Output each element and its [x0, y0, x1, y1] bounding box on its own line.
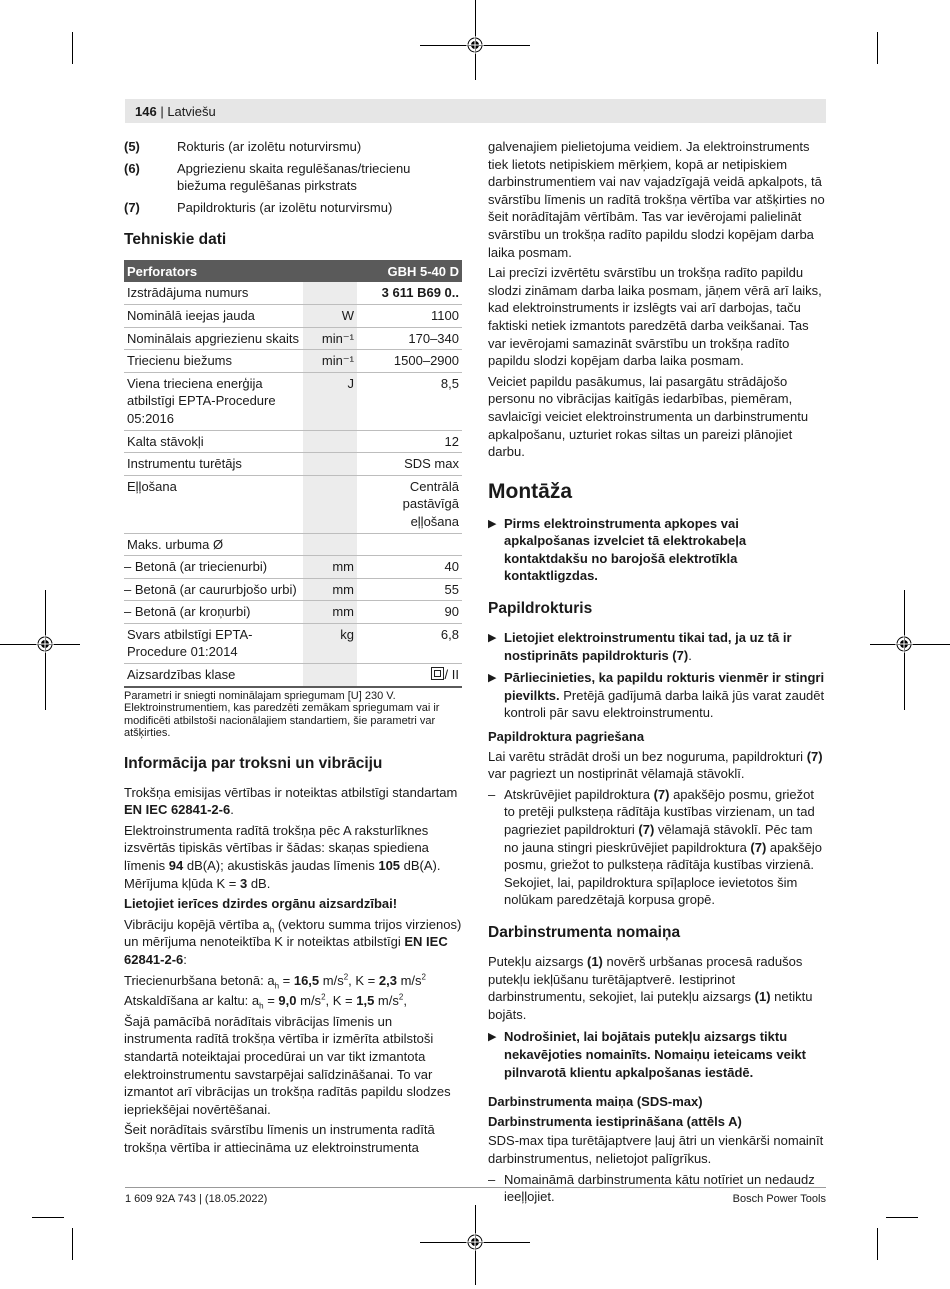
table-row — [124, 475, 462, 533]
paragraph — [124, 916, 462, 969]
right-column — [488, 138, 827, 1207]
paragraph — [488, 748, 827, 783]
text: apakšējo posmu, griežot to pretēji pulksteņa rādītāja kustības virzienam, un tad pagrieziet papildrokturi — [504, 786, 815, 837]
noise-heading: Informācija par troksni un vibrāciju — [124, 754, 383, 772]
row-value: 170–340 — [357, 327, 462, 350]
registration-mark-icon — [466, 36, 484, 54]
row-value: 1100 — [357, 304, 462, 327]
table-row — [124, 430, 462, 453]
crop-mark — [72, 32, 73, 64]
text: m/s — [296, 993, 322, 1009]
row-label: – Betonā (ar kroņurbi) — [124, 601, 303, 624]
row-label: Izstrādājuma numurs — [124, 282, 303, 304]
table-row — [124, 533, 462, 556]
tech-data-heading: Tehniskie dati — [124, 231, 227, 249]
warning-text: Lietojiet elektroinstrumentu tikai tad, ja uz tā ir nostiprināts papildrokturis — [504, 630, 792, 663]
spec-table — [124, 260, 462, 687]
paragraph: Šeit norādītais svārstību līmenis un instrumenta radītā trokšņa vērtība ir attiecināma uz elektroinstrumenta — [124, 1122, 435, 1155]
row-unit: J — [303, 372, 357, 430]
text: , — [403, 993, 407, 1009]
row-unit: mm — [303, 578, 357, 601]
text: . — [230, 802, 234, 818]
row-label: Nominālais apgriezienu skaits — [124, 327, 303, 350]
footer-brand: Bosch Power Tools — [732, 1193, 826, 1205]
text: . — [688, 647, 692, 663]
arrow-bullet-icon: ▶ — [488, 672, 497, 685]
crop-mark — [72, 1228, 73, 1260]
part-ref: (7) — [806, 748, 823, 764]
text: , K = — [325, 993, 357, 1009]
row-label: Kalta stāvokļi — [124, 430, 303, 453]
subheading-pagriesana: Papildroktura pagriešana — [488, 729, 645, 745]
part-ref: (7) — [750, 839, 767, 855]
row-unit: min⁻¹ — [303, 327, 357, 350]
table-row — [124, 578, 462, 601]
paragraph: Veiciet papildu pasākumus, lai pasargātu strādājošo personu no vibrācijas kaitīgās iedarbības, piemēram, savlaicīgi veiciet elektroinstrumenta un darbinstrumentu apkalpošanu, uzturiet rokas siltas un pareizi plānojiet darbu. — [488, 373, 809, 460]
registration-mark-icon — [36, 635, 54, 653]
part-ref: (7) — [653, 786, 670, 802]
standard-ref: EN IEC 62841-2-6 — [124, 934, 448, 967]
text: m/s — [374, 993, 399, 1009]
value: 2,3 — [378, 972, 397, 988]
subheading-sds-sub: Darbinstrumenta iestiprināšana (attēls A) — [488, 1113, 742, 1129]
part-ref: (7) — [638, 822, 655, 837]
arrow-bullet-icon: ▶ — [488, 517, 497, 530]
value: 3 — [239, 875, 248, 891]
subscript: h — [259, 1001, 264, 1011]
subheading-sds: Darbinstrumenta maiņa (SDS-max) — [488, 1094, 703, 1110]
row-value: SDS max — [357, 453, 462, 476]
text: Pretējā gadījumā darba laikā jūs varat zaudēt kontroli pār savu elektroinstrumentu. — [504, 687, 825, 721]
row-label: Eļļošana — [124, 475, 303, 533]
language-label: Latviešu — [167, 104, 216, 119]
paragraph — [124, 992, 462, 1010]
value: 16,5 — [293, 972, 320, 988]
text: Lai varētu strādāt droši un bez noguruma, papildrokturi — [488, 748, 807, 764]
text: Atskrūvējiet papildroktura — [504, 786, 654, 802]
page-number: 146 — [135, 104, 157, 119]
row-value: 3 611 B69 0.. — [357, 282, 462, 304]
row-unit — [303, 533, 357, 556]
row-value: Centrālā pastāvīgā eļļošana — [357, 475, 462, 533]
row-unit — [303, 453, 357, 476]
protection-class-value: / II — [444, 667, 459, 683]
text: = — [263, 993, 279, 1009]
row-value: 40 — [357, 556, 462, 579]
paragraph: Lai precīzi izvērtētu svārstību un trokšņa radīto papildu slodzi zināmam darba laika posmam, jāņem vērā arī laiks, kad elektroinstruments ir izslēgts vai arī darbojas, taču faktiski netiek izmantots paredzētā darba veikšanai. Tas var ievērojami samazināt svārstību un trokšņa radīto papildu slodzi kopējam darba laika posmam. — [488, 265, 822, 369]
footer-doc-ref: 1 609 92A 743 | (18.05.2022) — [125, 1193, 268, 1205]
row-value — [357, 664, 462, 687]
registration-mark-icon — [895, 635, 913, 653]
table-header-model: GBH 5-40 D — [357, 260, 462, 282]
row-label: Viena trieciena enerģija atbilstīgi EPTA-Procedure 05:2016 — [124, 372, 303, 430]
row-label: – Betonā (ar triecienurbi) — [124, 556, 303, 579]
row-label: Nominālā ieejas jauda — [124, 304, 303, 327]
part-text: Apgriezienu skaita regulēšanas/triecienu biežuma regulēšanas pirkstrats — [177, 160, 411, 194]
standard-ref: EN IEC 62841-2-6 — [124, 802, 231, 818]
part-number: (6) — [124, 160, 140, 176]
part-ref: (1) — [587, 953, 603, 969]
table-row — [124, 327, 462, 350]
parts-list — [124, 138, 462, 216]
page-header — [125, 99, 826, 123]
text: var pagriezt un nostiprināt vēlamajā stāvoklī. — [488, 766, 745, 782]
part-ref: (7) — [672, 647, 689, 663]
list-item — [124, 138, 462, 156]
row-unit: min⁻¹ — [303, 350, 357, 373]
warning-item — [488, 1028, 827, 1081]
table-row — [124, 304, 462, 327]
dash-bullet: – — [488, 786, 496, 802]
table-row — [124, 372, 462, 430]
crop-mark — [877, 32, 878, 64]
arrow-bullet-icon: ▶ — [488, 1031, 497, 1044]
text: dB. — [247, 875, 271, 891]
table-row — [124, 601, 462, 624]
text: : — [183, 952, 187, 967]
text: m/s — [319, 972, 344, 988]
part-ref: (1) — [754, 989, 771, 1005]
warning-item — [488, 515, 827, 585]
paragraph: galvenajiem pielietojuma veidiem. Ja elektroinstruments tiek lietots netipiskiem mērķiem, kopā ar netipiskiem darbinstrumentiem vai nav vajadzīgajā veidā apkalpots, tā svārstību līmenis un radītā trokšņa vērtība var atšķirties no šeit norādītajām vērtībām. Tas var ievērojami palielināt svārstību un trokšņa radīto papildu slodzi kopējam darba laika posmam. — [488, 139, 825, 260]
section-heading-nomaina: Darbinstrumenta nomaiņa — [488, 923, 681, 941]
paragraph — [124, 822, 462, 892]
part-number: (7) — [124, 199, 140, 215]
subscript: h — [274, 981, 280, 991]
table-row — [124, 664, 462, 687]
row-value: 6,8 — [357, 623, 462, 663]
table-header-label: Perforators — [124, 260, 357, 282]
text: vēlamajā stāvoklī. Pēc tam no jauna stingri pieskrūvējiet papildroktura — [504, 822, 813, 855]
row-label: Aizsardzības klase — [124, 664, 303, 687]
row-label: Triecienu biežums — [124, 350, 303, 373]
row-value: 90 — [357, 601, 462, 624]
protection-class-icon — [431, 667, 444, 680]
crop-mark — [886, 1217, 918, 1218]
text: Nomaināmā darbinstrumenta kātu notīriet un nedaudz ieeļļojiet. — [504, 1171, 815, 1205]
row-unit: mm — [303, 601, 357, 624]
superscript: 2 — [398, 992, 404, 1002]
row-label: Maks. urbuma Ø — [124, 533, 303, 556]
row-value: 55 — [357, 578, 462, 601]
row-label: – Betonā (ar caururbjošo urbi) — [124, 578, 303, 601]
text: (vektoru summa trijos virzienos) un mērījuma nenoteiktība K ir noteiktas atbilstīgi — [124, 916, 462, 950]
list-item — [488, 786, 827, 909]
row-value — [357, 533, 462, 556]
row-unit — [303, 664, 357, 687]
value: 1,5 — [356, 993, 375, 1009]
text: dB(A); akustiskās jaudas līmenis — [183, 858, 379, 874]
dash-bullet: – — [488, 1171, 496, 1187]
text: m/s — [396, 972, 422, 988]
table-row — [124, 350, 462, 373]
paragraph: Šajā pamācībā norādītais vibrācijas līmenis un instrumenta radītā trokšņa vērtība ir izmērīta atbilstoši standartā noteiktajai procedūrai un var tikt izmantota elektroinstrumentu savstarpējai salīdzināšanai. To var izmantot arī vibrācijas un trokšņa radītās papildu slodzes iepriekšējai novērtēšanai. — [124, 1013, 451, 1117]
text: netiktu bojāts. — [488, 989, 813, 1022]
crop-mark — [877, 1228, 878, 1260]
warning-text: Nodrošiniet, lai bojātais putekļu aizsargs tiktu nekavējoties nomainīts. Nomaiņu ieteicams veikt pilnvarotā klientu apkalpošanas iestādē. — [504, 1029, 807, 1080]
value: 9,0 — [278, 993, 297, 1009]
row-unit — [303, 430, 357, 453]
table-row — [124, 453, 462, 476]
row-unit — [303, 475, 357, 533]
paragraph — [124, 972, 462, 990]
section-heading-papildrokturis: Papildrokturis — [488, 600, 593, 618]
row-unit: mm — [303, 556, 357, 579]
subscript: h — [269, 925, 275, 935]
header-text: 146 | Latviešu — [135, 104, 216, 119]
table-row — [124, 556, 462, 579]
superscript: 2 — [421, 972, 426, 982]
row-unit: W — [303, 304, 357, 327]
warning-item — [488, 669, 827, 722]
part-text: Rokturis (ar izolētu noturvirsmu) — [177, 139, 362, 154]
warning-item — [488, 629, 827, 664]
text: Trokšņa emisijas vērtības ir noteiktas atbilstīgi standartam — [124, 784, 458, 800]
left-column — [124, 138, 462, 1160]
text: apakšējo posmu, griežot to pulksteņa rādītāja kustības virzienā. Sekojiet, lai, papildroktura spīļaploce ievietotos šim nolūkam paredzētajā korpusa gropē. — [504, 839, 822, 908]
text: Elektroinstrumenta radītā trokšņa pēc A raksturlīknes izsvērtās tipiskās vērtības ir šādas: skaņas spiediena līmenis — [124, 822, 429, 874]
text: Triecienurbšana betonā: a — [124, 972, 275, 988]
row-value: 8,5 — [357, 372, 462, 430]
text: Vibrāciju kopējā vērtība a — [124, 916, 270, 932]
part-text: Papildrokturis (ar izolētu noturvirsmu) — [177, 199, 393, 215]
row-label: Svars atbilstīgi EPTA-Procedure 01:2014 — [124, 623, 303, 663]
value: 105 — [378, 858, 401, 874]
table-row — [124, 623, 462, 663]
text: Putekļu aizsargs — [488, 953, 587, 969]
row-value: 12 — [357, 430, 462, 453]
paragraph — [488, 953, 827, 1023]
paragraph — [124, 784, 462, 819]
text: Atskaldīšana ar kaltu: a — [124, 993, 260, 1009]
text: , K = — [348, 972, 379, 988]
list-item — [124, 160, 462, 195]
row-value: 1500–2900 — [357, 350, 462, 373]
crop-mark — [32, 1217, 64, 1218]
arrow-bullet-icon: ▶ — [488, 632, 497, 645]
part-number: (5) — [124, 139, 140, 154]
row-unit — [303, 282, 357, 304]
row-unit: kg — [303, 623, 357, 663]
registration-mark-icon — [466, 1233, 484, 1251]
warning-text: Pirms elektroinstrumenta apkopes vai apkalpošanas izvelciet tā elektrokabeļa kontaktdakšu no barojošā elektrotīkla kontaktligzdas. — [504, 515, 747, 584]
paragraph: SDS-max tipa turētājaptvere ļauj ātri un vienkārši nomainīt darbinstrumentus, nelietojot palīgrīkus. — [488, 1133, 824, 1166]
footer-divider — [125, 1187, 826, 1188]
text: dB(A). Mērījuma kļūda K = — [124, 858, 441, 891]
row-label: Instrumentu turētājs — [124, 453, 303, 476]
text: = — [279, 972, 294, 988]
value: 94 — [168, 858, 184, 874]
text: novērš urbšanas procesā radušos putekļu iekļūšanu turētājaptverē. Iestiprinot darbinstrumentu, sekojiet, lai putekļu aizsargs — [488, 953, 803, 1005]
warning-text: Pārliecinieties, ka papildu rokturis vienmēr ir stingri pievilkts. — [504, 670, 825, 703]
table-header — [124, 260, 462, 282]
superscript: 2 — [321, 992, 326, 1002]
superscript: 2 — [343, 972, 349, 982]
warning-text: Lietojiet ierīces dzirdes orgānu aizsardzībai! — [124, 896, 398, 912]
section-heading-montaza: Montāža — [488, 479, 572, 503]
paragraph — [124, 895, 462, 913]
table-note: Parametri ir sniegti nominālajam spriegumam [U] 230 V. Elektroinstrumentiem, kas paredzēti zemākam spriegumam vai ir modificēti atbilstoši nacionālajiem standartiem, šie parametri var atšķirties. — [124, 689, 440, 740]
table-row — [124, 282, 462, 304]
list-item — [124, 199, 462, 217]
